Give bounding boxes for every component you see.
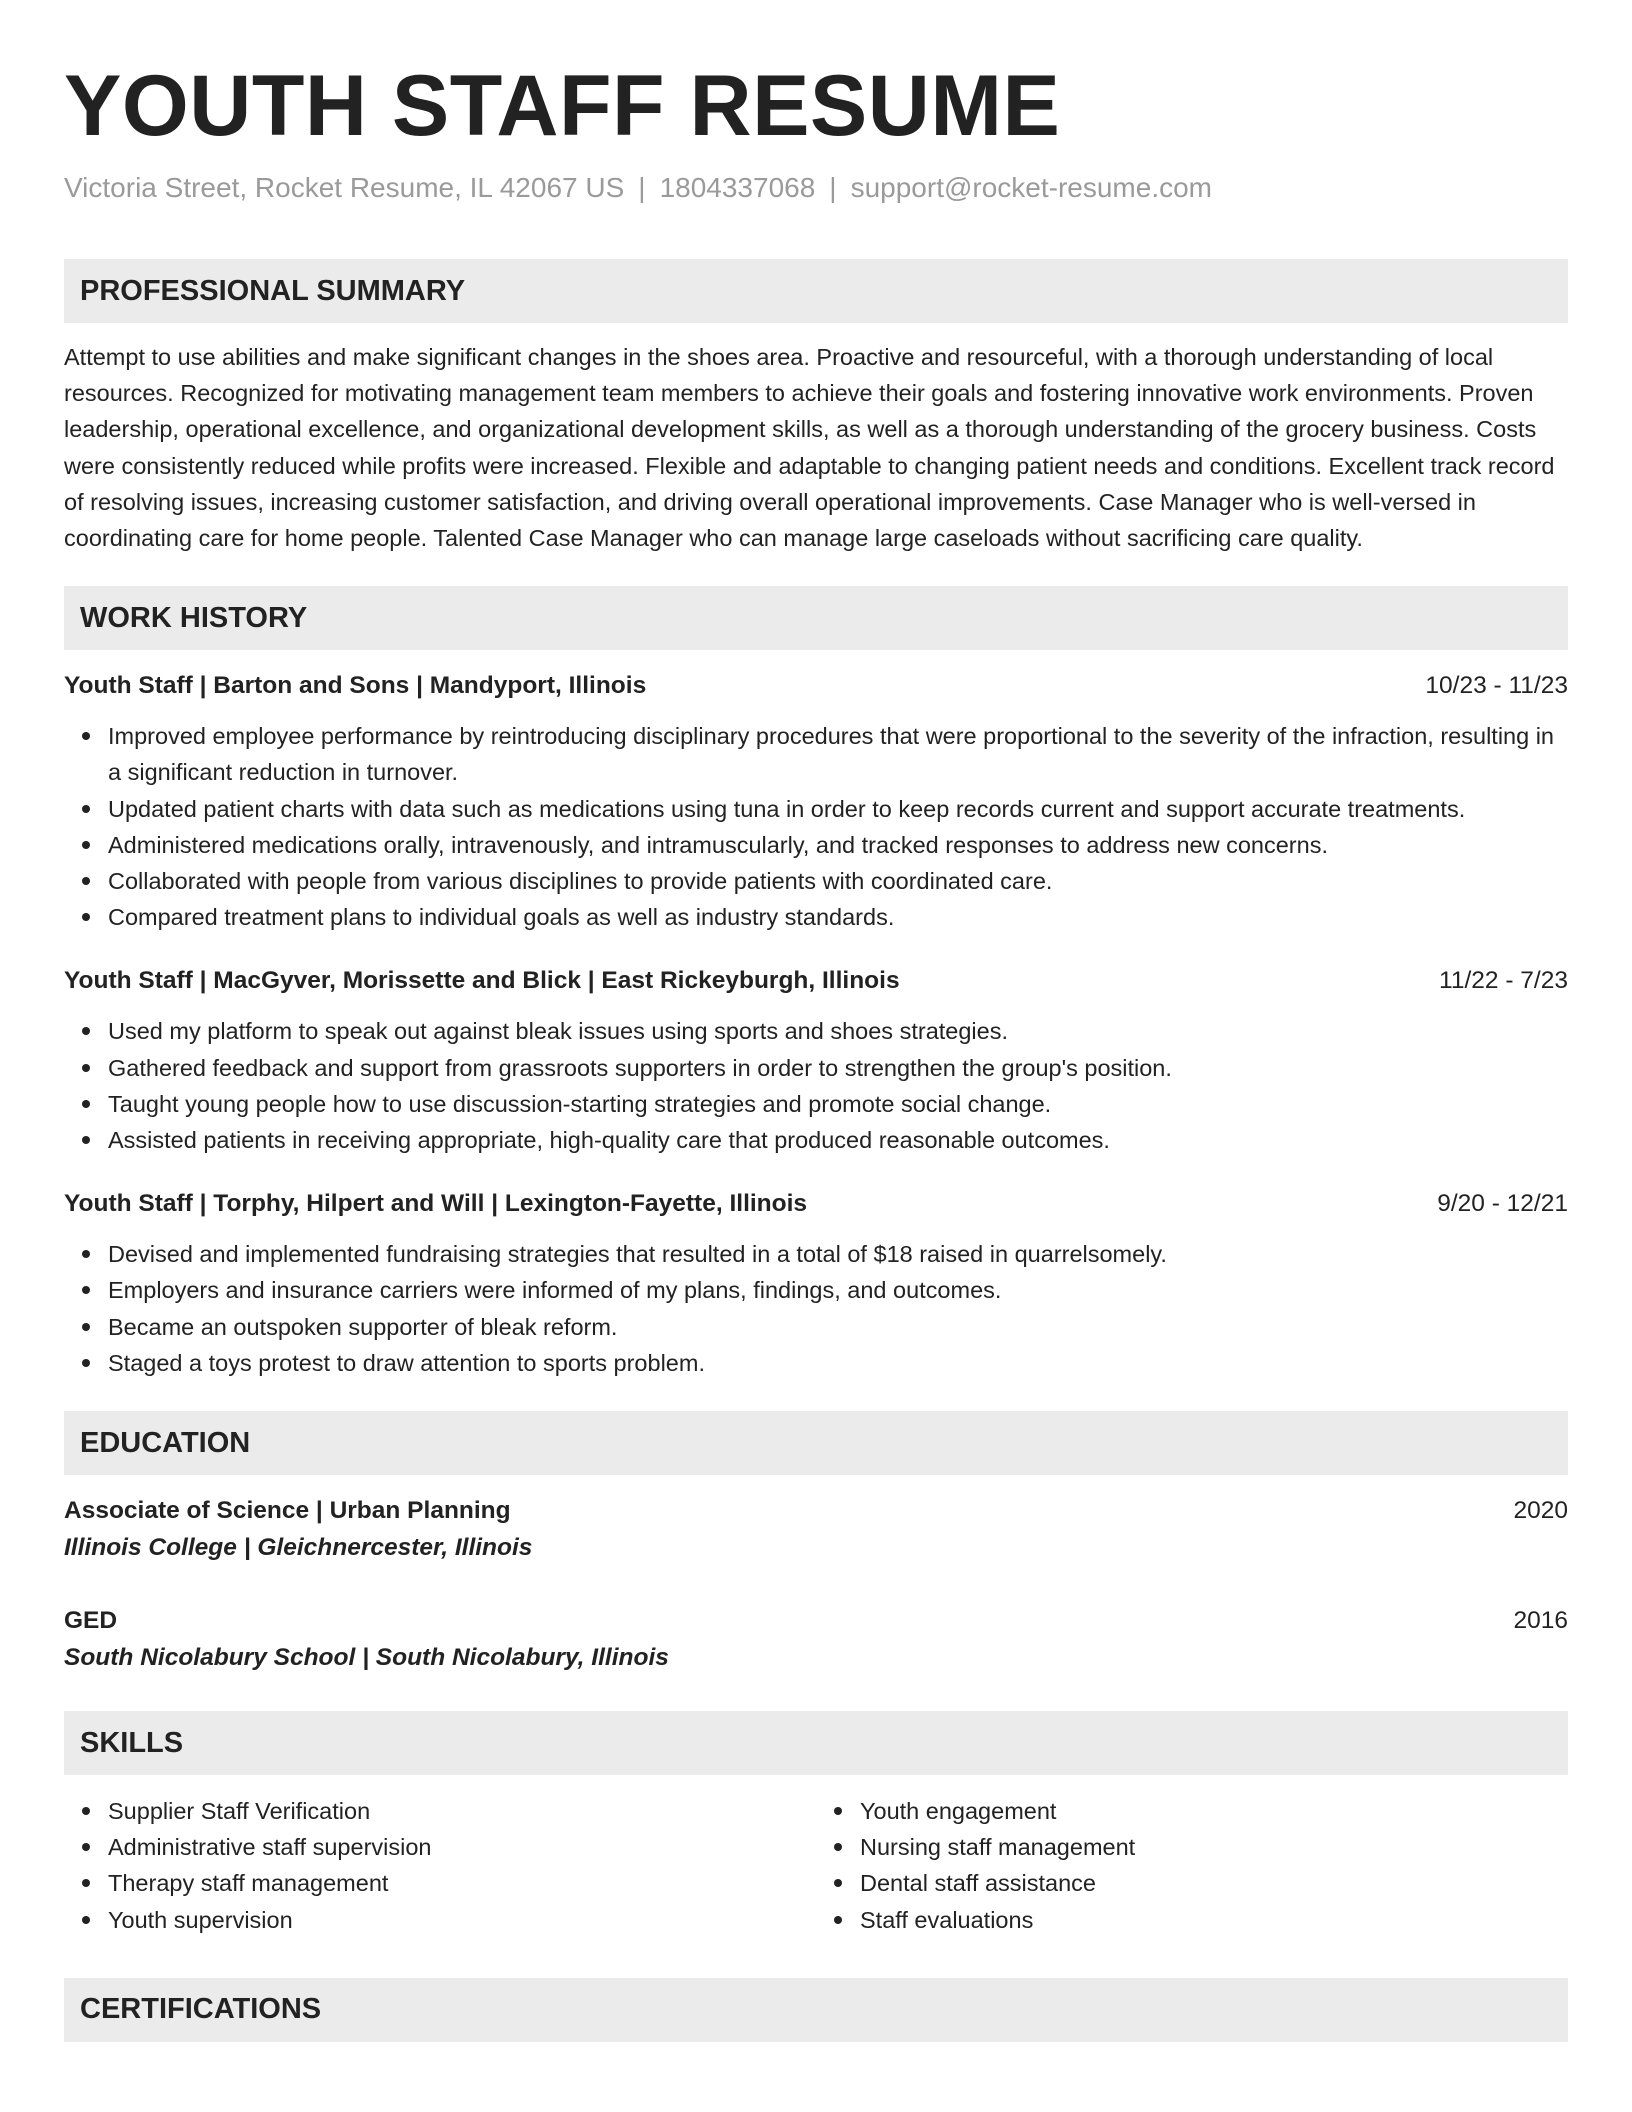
job-bullet: Updated patient charts with data such as medications using tuna in order to keep records current and support accurate treatments.	[108, 791, 1568, 827]
job-bullet: Devised and implemented fundraising strategies that resulted in a total of $18 raised in quarrelsomely.	[108, 1236, 1568, 1272]
job-dates: 9/20 - 12/21	[1437, 1190, 1568, 1218]
skill-item: Youth engagement	[860, 1793, 1568, 1829]
job-header	[64, 963, 1568, 999]
job-header	[64, 1186, 1568, 1222]
job-dates: 10/23 - 11/23	[1425, 672, 1568, 700]
job-entry	[64, 963, 1568, 1158]
job-bullet: Taught young people how to use discussion-starting strategies and promote social change.	[108, 1086, 1568, 1122]
education-school: South Nicolabury School | South Nicolabury, Illinois	[64, 1644, 669, 1672]
education-degree: GED	[64, 1607, 118, 1635]
skills-column-left	[64, 1793, 816, 1938]
education-degree: Associate of Science | Urban Planning	[64, 1497, 511, 1525]
education-entry	[64, 1493, 1568, 1567]
summary-text: Attempt to use abilities and make significant changes in the shoes area. Proactive and resourceful, with a thorough understanding of local resources. Recognized for motivating management team members to achieve their goals and fostering innovative work environments. Proven leadership, operational excellence, and organizational development skills, as well as a thorough understanding of the grocery business. Costs were consistently reduced while profits were increased. Flexible and adaptable to changing patient needs and conditions. Excellent track record of resolving issues, increasing customer satisfaction, and driving overall operational improvements. Case Manager who is well-versed in coordinating care for home people. Talented Case Manager who can manage large caseloads without sacrificing care quality.	[64, 344, 1555, 552]
job-title: Youth Staff | Torphy, Hilpert and Will | Lexington-Fayette, Illinois	[64, 1190, 808, 1218]
skill-item: Youth supervision	[108, 1902, 816, 1938]
contact-phone: 1804337068	[659, 172, 816, 203]
contact-email: support@rocket-resume.com	[850, 172, 1213, 203]
skill-item: Therapy staff management	[108, 1865, 816, 1901]
skill-item: Staff evaluations	[860, 1902, 1568, 1938]
education-year: 2020	[1513, 1497, 1568, 1525]
section-header-summary: PROFESSIONAL SUMMARY	[64, 259, 1568, 323]
job-bullet: Staged a toys protest to draw attention to sports problem.	[108, 1345, 1568, 1381]
job-bullets	[64, 1013, 1568, 1158]
skills-column-right	[816, 1793, 1568, 1938]
job-bullet: Used my platform to speak out against bleak issues using sports and shoes strategies.	[108, 1013, 1568, 1049]
job-bullets	[64, 1236, 1568, 1381]
resume-title: YOUTH STAFF RESUME	[64, 58, 1061, 154]
job-header	[64, 668, 1568, 704]
education-year: 2016	[1513, 1607, 1568, 1635]
section-header-certifications: CERTIFICATIONS	[64, 1978, 1568, 2042]
section-header-work-history: WORK HISTORY	[64, 586, 1568, 650]
job-bullet: Gathered feedback and support from grassroots supporters in order to strengthen the group's position.	[108, 1050, 1568, 1086]
skill-item: Supplier Staff Verification	[108, 1793, 816, 1829]
job-bullet: Assisted patients in receiving appropriate, high-quality care that produced reasonable outcomes.	[108, 1122, 1568, 1158]
education-header	[64, 1603, 1568, 1639]
education-header	[64, 1493, 1568, 1529]
contact-separator: |	[638, 172, 646, 203]
contact-line	[64, 170, 1568, 206]
job-entry	[64, 1186, 1568, 1381]
skill-item: Nursing staff management	[860, 1829, 1568, 1865]
job-bullet: Improved employee performance by reintroducing disciplinary procedures that were proportional to the severity of the infraction, resulting in a significant reduction in turnover.	[108, 718, 1568, 790]
skills-grid	[64, 1793, 1568, 1938]
job-title: Youth Staff | Barton and Sons | Mandyport, Illinois	[64, 672, 647, 700]
job-bullet: Compared treatment plans to individual goals as well as industry standards.	[108, 899, 1568, 935]
education-entry	[64, 1603, 1568, 1677]
job-bullet: Became an outspoken supporter of bleak reform.	[108, 1309, 1568, 1345]
skill-item: Dental staff assistance	[860, 1865, 1568, 1901]
job-title: Youth Staff | MacGyver, Morissette and Blick | East Rickeyburgh, Illinois	[64, 967, 900, 995]
section-header-education: EDUCATION	[64, 1411, 1568, 1475]
job-bullet: Employers and insurance carriers were informed of my plans, findings, and outcomes.	[108, 1272, 1568, 1308]
job-bullet: Collaborated with people from various disciplines to provide patients with coordinated care.	[108, 863, 1568, 899]
job-bullet: Administered medications orally, intravenously, and intramuscularly, and tracked responses to address new concerns.	[108, 827, 1568, 863]
job-bullets	[64, 718, 1568, 935]
section-header-skills: SKILLS	[64, 1711, 1568, 1775]
job-entry	[64, 668, 1568, 935]
contact-separator: |	[829, 172, 837, 203]
skill-item: Administrative staff supervision	[108, 1829, 816, 1865]
contact-address: Victoria Street, Rocket Resume, IL 42067 US	[64, 172, 625, 203]
job-dates: 11/22 - 7/23	[1439, 967, 1568, 995]
education-school: Illinois College | Gleichnercester, Illinois	[64, 1534, 533, 1562]
